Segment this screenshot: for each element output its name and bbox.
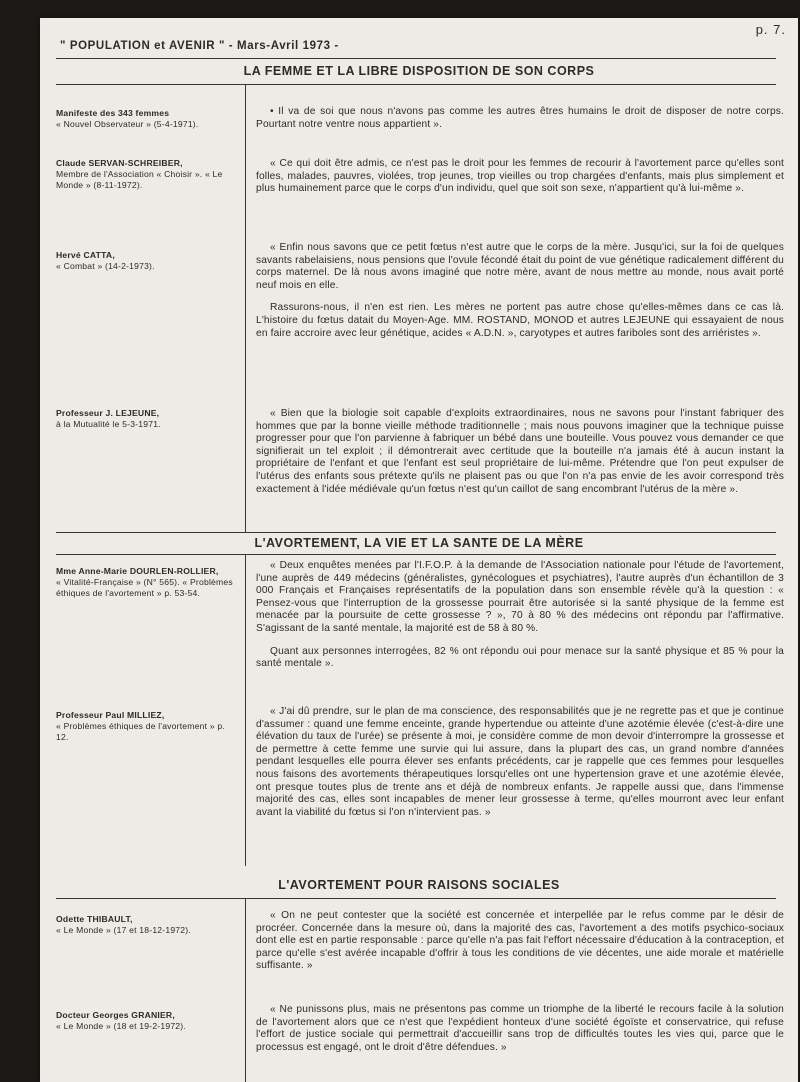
column-divider-3	[245, 898, 246, 1082]
quote-paragraph: « Ce qui doit être admis, ce n'est pas le droit pour les femmes de recourir à l'avortement parce qu'elles sont folles, malades, pauvres, violées, trop jeunes, trop vieilles ou trop chargées d'enfants, mais plus simplement et plus humainement parce que le corps d'un individu, quel que soit son sexe, n'appartient qu'à lui-même ».	[256, 158, 784, 195]
quote-block	[256, 910, 784, 973]
publication-header: " POPULATION et AVENIR " - Mars-Avril 1973 -	[60, 40, 339, 52]
source-block	[56, 108, 236, 130]
header-rule	[56, 58, 776, 59]
quote-paragraph: « Bien que la biologie soit capable d'exploits extraordinaires, nous ne savons pour l'instant fabriquer des hommes que par la bonne vieille méthode traditionnelle ; mais nous pouvons imaginer que la technique puisse progresser pour que l'on parvienne à fabriquer un bébé dans une bouteille. Vous pouvez vous demander ce que signifierait un tel exploit ; il démontrerait avec certitude que la bouteille n'a jamais été à aucun instant la propriétaire de l'enfant et que l'enfant est seul propriétaire de lui-même. Prétendre que l'on peut expulser de l'utérus des enfants sous prétexte qu'ils ne plaisent pas ou que l'on n'a pas envie de les avoir correspond très exactement à l'idée médiévale qu'un fœtus n'est qu'un caillot de sang encombrant l'utérus de la mère ».	[256, 408, 784, 495]
quote-paragraph: « On ne peut contester que la société est concernée et interpellée par le refus comme par le désir de procréer. Concernée dans la mesure où, dans la majorité des cas, l'avortement a des motifs psychico-sociaux dont elle est en partie responsable : parce qu'elle n'a pas fait l'effort nécessaire d'éducation à la contraception, et parce qu'elle s'est avérée incapable d'offrir à tous les conditions de vie décentes, une aide morale et matérielle suffisante. »	[256, 910, 784, 972]
source-name: Odette THIBAULT,	[56, 914, 133, 924]
section-title-1: LA FEMME ET LA LIBRE DISPOSITION DE SON CORPS	[243, 64, 595, 78]
source-block	[56, 250, 236, 272]
source-reference: « Vitalité-Française » (N° 565). « Problèmes éthiques de l'avortement » p. 53-54.	[56, 577, 233, 598]
source-name: Manifeste des 343 femmes	[56, 108, 170, 118]
source-reference: « Le Monde » (18 et 19-2-1972).	[56, 1021, 186, 1031]
source-reference: à la Mutualité le 5-3-1971.	[56, 419, 161, 429]
quote-paragraph: « Ne punissons plus, mais ne présentons pas comme un triomphe de la liberté le recours facile à la solution de l'avortement alors que ce n'est que l'expédient honteux d'une société égoïste et conservatrice, qui refuse l'effort de justice sociale qui permettrait d'accueillir sans trop de difficultés toutes les vies qui, parce que le processus est engagé, ont le droit d'être défendues. »	[256, 1004, 784, 1053]
source-name: Professeur Paul MILLIEZ,	[56, 710, 165, 720]
quote-paragraph: « Deux enquêtes menées par l'I.F.O.P. à la demande de l'Association nationale pour l'étude de l'avortement, l'une auprès de 449 médecins (généralistes, gynécologues et psychiatres), l'autre auprès d'un échantillon de 3 000 Français et Françaises représentatifs de la population dans son ensemble révèle qu'à la question : « Pensez-vous que l'interruption de la grossesse pourrait être autorisée si la santé physique de la femme est menacée par la poursuite de cette grossesse ? », 70 à 80 % des médecins ont répondu par l'affirmative. S'agissant de la santé mentale, la majorité est de 58 à 80 %.	[256, 560, 784, 634]
source-block	[56, 914, 236, 936]
source-name: Hervé CATTA,	[56, 250, 115, 260]
source-name: Docteur Georges GRANIER,	[56, 1010, 175, 1020]
page-number: p. 7.	[755, 22, 786, 37]
source-block	[56, 710, 236, 743]
quote-block	[256, 408, 784, 496]
section-3-rule	[56, 898, 776, 899]
source-block	[56, 566, 236, 599]
column-divider-1	[245, 84, 246, 532]
source-reference: « Problèmes éthiques de l'avortement » p. 12.	[56, 721, 225, 742]
quote-paragraph: « J'ai dû prendre, sur le plan de ma conscience, des responsabilités que je ne regrette pas et que je continue d'assumer : quand une femme enceinte, grande hypertendue ou atteinte d'une azotémie élevée (c'est-à-dire une élévation du taux de l'urée) se présente à moi, je considère comme de mon devoir d'interrompre la grossesse et de permettre à cette femme une survie qui lui assure, dans la plupart des cas, un grand nombre d'années pendant lesquelles elle pourra élever ses enfants précédents, car je rappelle que ces femmes pour lesquelles nous faisons des avortements thérapeutiques lorsqu'elles ont une hypertension grave et une azotémie élevée, ont presque toutes plus de trente ans et déjà de nombreux enfants. Je rappelle aussi que, dans l'immense majorité des cas, elles sont incapables de mener leur grossesse à terme, qu'elles mourront avec leur enfant avant la viabilité du fœtus si l'on n'intervient pas. »	[256, 706, 784, 818]
quote-paragraph: « Enfin nous savons que ce petit fœtus n'est autre que le corps de la mère. Jusqu'ici, sur la foi de quelques savants rabelaisiens, nous pensions que l'ovule fécondé était du point de vue génétique radicalement différent du corps maternel. De là nous avons imaginé que notre mère, avant de nous mettre au monde, nous avait porté neuf mois en elle.	[256, 242, 784, 291]
document-page	[40, 18, 798, 1082]
source-reference: Membre de l'Association « Choisir ». « Le Monde » (8-11-1972).	[56, 169, 223, 190]
quote-block	[256, 158, 784, 196]
source-block	[56, 1010, 236, 1032]
quote-block	[256, 1004, 784, 1054]
quote-block	[256, 706, 784, 819]
quote-paragraph: Rassurons-nous, il n'en est rien. Les mères ne portent pas autre chose qu'elles-mêmes dans ce cas là. L'histoire du fœtus datait du Moyen-Age. MM. ROSTAND, MONOD et autres LEJEUNE qui essayaient de nous en faire accroire avec leur génétique, acides « A.D.N. », caryotypes et autres fariboles sont des arriéristes ».	[256, 302, 784, 339]
source-block	[56, 158, 236, 191]
quote-paragraph: Quant aux personnes interrogées, 82 % ont répondu oui pour menace sur la santé physique et 85 % pour la santé mentale ».	[256, 645, 784, 670]
section-2-rule-top	[56, 532, 776, 533]
quote-paragraph: • Il va de soi que nous n'avons pas comme les autres êtres humains le droit de disposer de notre corps. Pourtant notre ventre nous appartient ».	[256, 106, 784, 130]
source-name: Claude SERVAN-SCHREIBER,	[56, 158, 183, 168]
source-name: Mme Anne-Marie DOURLEN-ROLLIER,	[56, 566, 219, 576]
source-name: Professeur J. LEJEUNE,	[56, 408, 160, 418]
quote-block	[256, 106, 784, 131]
source-block	[56, 408, 236, 430]
quote-block	[256, 560, 784, 671]
section-2-rule	[56, 554, 776, 555]
column-divider-2	[245, 554, 246, 866]
source-reference: « Combat » (14-2-1973).	[56, 261, 155, 271]
section-title-2: L'AVORTEMENT, LA VIE ET LA SANTE DE LA MÈRE	[254, 536, 584, 550]
source-reference: « Le Monde » (17 et 18-12-1972).	[56, 925, 191, 935]
section-1-rule	[56, 84, 776, 85]
quote-block	[256, 242, 784, 340]
source-reference: « Nouvel Observateur » (5-4-1971).	[56, 119, 199, 129]
section-title-3: L'AVORTEMENT POUR RAISONS SOCIALES	[278, 878, 560, 892]
